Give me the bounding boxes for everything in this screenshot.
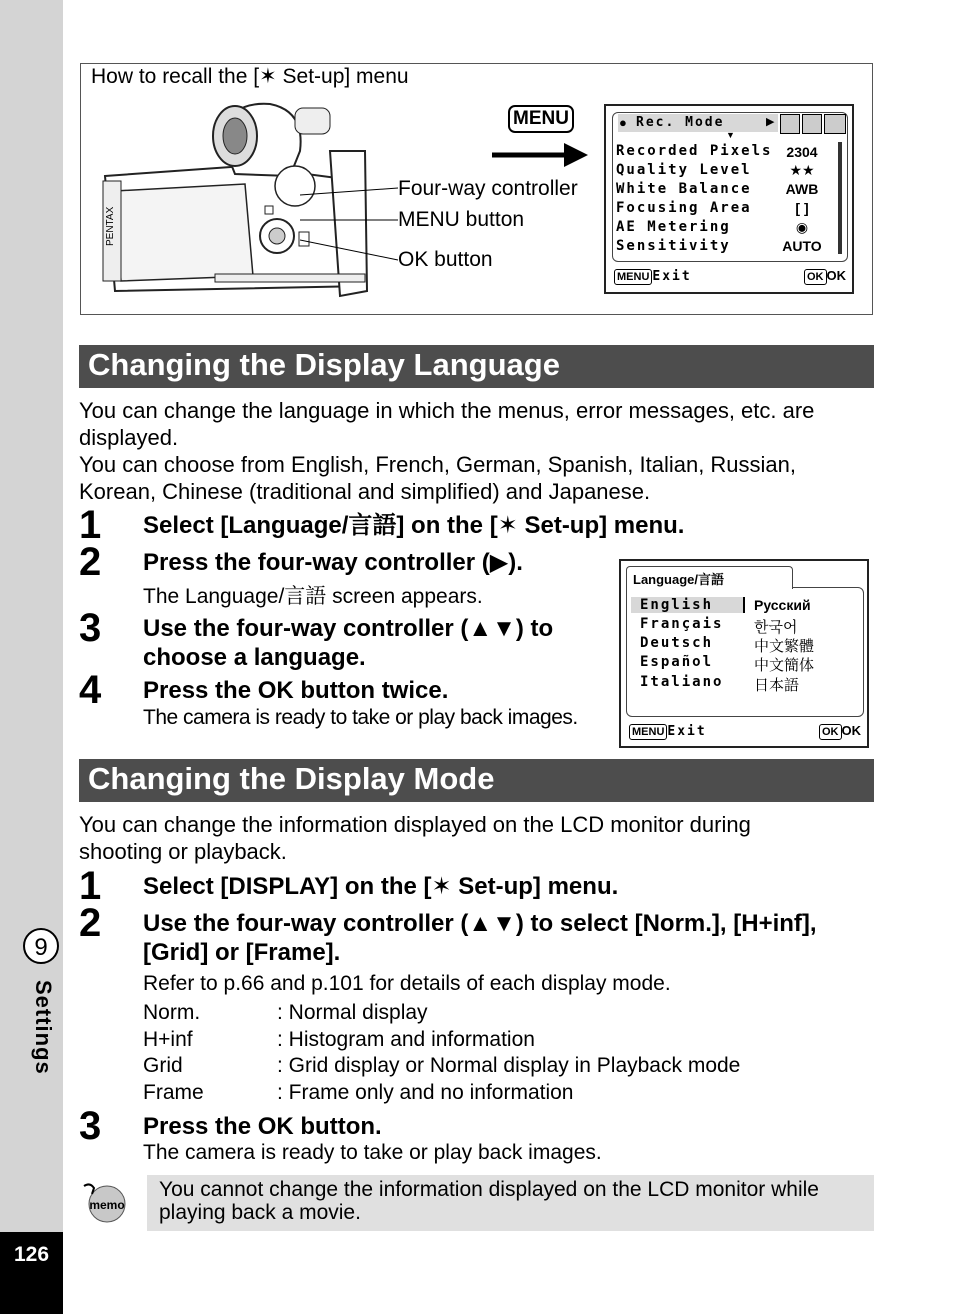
- language-option[interactable]: Deutsch: [640, 635, 714, 651]
- row-label: Focusing Area: [616, 200, 752, 216]
- rec-mode-screen: [604, 104, 854, 294]
- intro-paragraph: You can change the information displayed on the LCD monitor during shooting or playback.: [79, 812, 751, 864]
- mode-name: Frame: [143, 1081, 204, 1104]
- language-option[interactable]: Français: [640, 616, 724, 632]
- mode-name: H+inf: [143, 1028, 193, 1051]
- language-option[interactable]: Italiano: [640, 674, 724, 690]
- ok-button-callout: OK button: [398, 248, 493, 271]
- step-text: Use the four-way controller (▲▼) to choose a language.: [143, 615, 554, 671]
- step-number: 1: [79, 503, 102, 547]
- row-value: AUTO: [782, 238, 822, 254]
- language-option[interactable]: 한국어: [754, 619, 798, 636]
- menu-keycap: MENU: [614, 269, 652, 285]
- menu-key-icon: MENU: [508, 105, 574, 133]
- step-number: 3: [79, 1104, 102, 1148]
- tab-down-arrow-icon: ▼: [726, 130, 735, 140]
- mode-desc: : Normal display: [277, 1001, 428, 1024]
- chapter-sidebar: [0, 0, 63, 1314]
- ok-label: OK: [841, 723, 861, 738]
- step-text: Select [DISPLAY] on the [✶ Set-up] menu.: [143, 873, 619, 900]
- intro-paragraph: You can choose from English, French, German, Spanish, Italian, Russian, Korean, Chinese (traditional and simplified) and Japanese.: [79, 452, 797, 504]
- ok-keycap: OK: [819, 724, 842, 740]
- row-value: 2304: [786, 144, 818, 160]
- tab-right-arrow-icon: ▶: [766, 116, 775, 128]
- step-number: 2: [79, 901, 102, 945]
- setup-tab-icon: [824, 114, 846, 134]
- language-option[interactable]: 中文繁體: [754, 638, 815, 655]
- ok-keycap: OK: [804, 269, 827, 285]
- callout-lines: [300, 180, 400, 270]
- row-value: [ ]: [795, 200, 809, 216]
- row-label: AE Metering: [616, 219, 731, 235]
- intro-paragraph: You can change the language in which the menus, error messages, etc. are displayed.: [79, 398, 815, 450]
- mode-name: Norm.: [143, 1001, 201, 1024]
- language-option[interactable]: 中文簡体: [754, 657, 815, 674]
- svg-text:PENTAX: PENTAX: [105, 206, 116, 246]
- step-number: 3: [79, 606, 102, 650]
- menu-keycap: MENU: [629, 724, 667, 740]
- row-label: White Balance: [616, 181, 752, 197]
- row-label: Recorded Pixels: [616, 143, 773, 159]
- language-option[interactable]: English: [640, 597, 714, 613]
- chapter-label: Settings: [31, 980, 56, 1075]
- mode-desc: : Histogram and information: [277, 1028, 535, 1051]
- playback-tab-icon: [802, 114, 822, 134]
- movie-tab-icon: [780, 114, 800, 134]
- svg-text:memo: memo: [89, 1198, 125, 1212]
- exit-label: Exit: [652, 269, 692, 284]
- menu-button-callout: MENU button: [398, 208, 525, 231]
- row-value: AWB: [785, 181, 819, 197]
- step-text: Use the four-way controller (▲▼) to select [Norm.], [H+inf], [Grid] or [Frame].: [143, 910, 817, 966]
- row-value: ◉: [795, 219, 809, 235]
- language-option[interactable]: Русский: [754, 597, 811, 613]
- scrollbar[interactable]: [838, 142, 842, 254]
- mode-desc: : Grid display or Normal display in Playback mode: [277, 1054, 741, 1077]
- step-text: Press the OK button.: [143, 1113, 382, 1140]
- step-sub: The camera is ready to take or play back images.: [143, 706, 578, 729]
- row-label: Sensitivity: [616, 238, 731, 254]
- memo-text: You cannot change the information displayed on the LCD monitor while playing back a movie.: [159, 1178, 819, 1224]
- step-number: 4: [79, 668, 102, 712]
- rec-mode-tab: Rec. Mode: [636, 115, 725, 130]
- recall-title: How to recall the [✶ Set-up] menu: [91, 65, 409, 88]
- row-value: ★★: [789, 162, 815, 178]
- chapter-number: 9: [23, 928, 59, 964]
- camera-tab-icon: ●: [619, 115, 627, 130]
- step-sub: Refer to p.66 and p.101 for details of each display mode.: [143, 972, 671, 995]
- row-label: Quality Level: [616, 162, 752, 178]
- step-sub: The camera is ready to take or play back images.: [143, 1141, 602, 1164]
- step-sub: The Language/言語 screen appears.: [143, 585, 483, 608]
- memo-icon: [80, 1180, 132, 1224]
- step-number: 1: [79, 864, 102, 908]
- exit-label: Exit: [667, 724, 707, 739]
- language-option[interactable]: 日本語: [754, 677, 800, 694]
- step-text: Select [Language/言語] on the [✶ Set-up] menu.: [143, 512, 685, 539]
- page-number: 126: [0, 1232, 63, 1314]
- four-way-callout: Four-way controller: [398, 177, 578, 200]
- section-heading: Changing the Display Language: [79, 345, 874, 388]
- mode-desc: : Frame only and no information: [277, 1081, 574, 1104]
- step-text: Press the OK button twice.: [143, 677, 449, 704]
- step-text: Press the four-way controller (▶).: [143, 549, 523, 576]
- ok-label: OK: [826, 268, 846, 283]
- language-screen: [619, 559, 869, 748]
- language-option[interactable]: Español: [640, 654, 714, 670]
- section-heading: Changing the Display Mode: [79, 759, 874, 802]
- language-screen-title: Language/言語: [633, 572, 725, 587]
- mode-name: Grid: [143, 1054, 183, 1077]
- right-arrow-icon: [492, 140, 592, 170]
- step-number: 2: [79, 540, 102, 584]
